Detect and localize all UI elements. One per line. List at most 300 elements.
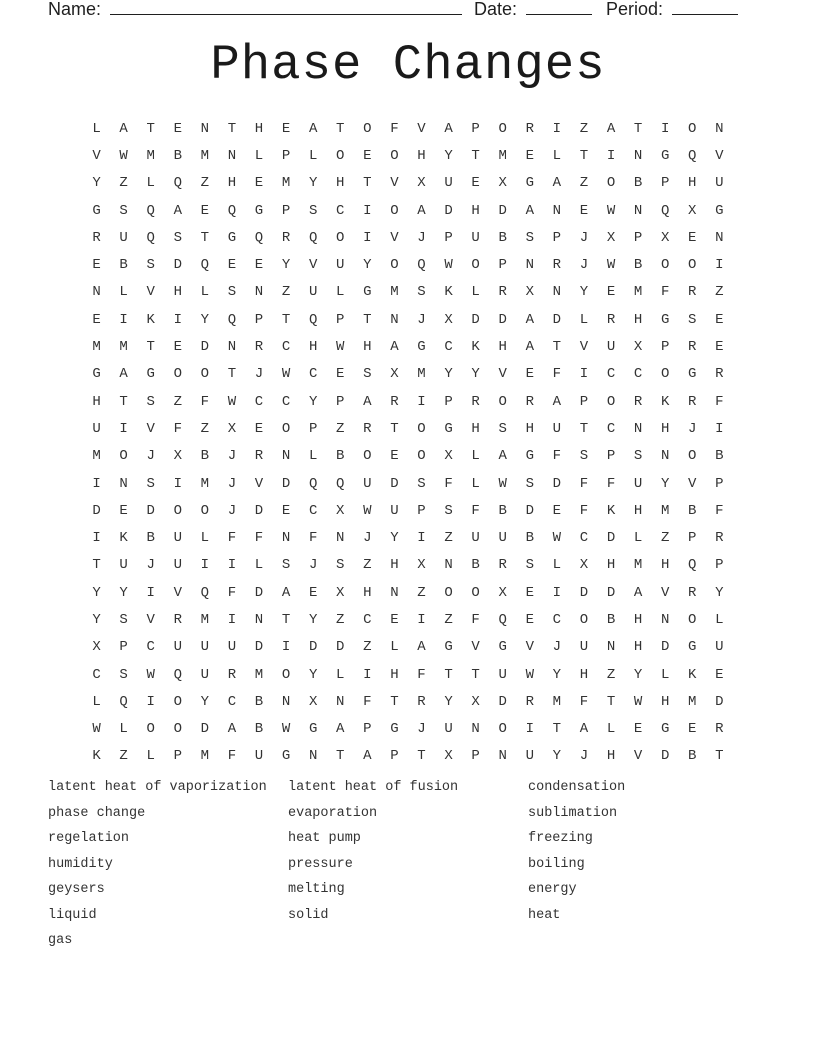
grid-letter[interactable]: H xyxy=(173,284,182,301)
grid-letter[interactable]: I xyxy=(281,639,291,656)
grid-letter[interactable]: S xyxy=(525,475,534,492)
grid-letter[interactable]: E xyxy=(606,284,616,301)
grid-letter[interactable]: Y xyxy=(444,693,453,710)
grid-letter[interactable]: Z xyxy=(173,393,182,410)
grid-letter[interactable]: R xyxy=(390,393,399,410)
grid-letter[interactable]: D xyxy=(146,502,155,519)
grid-letter[interactable]: N xyxy=(390,584,399,601)
grid-letter[interactable]: S xyxy=(417,284,426,301)
grid-letter[interactable]: B xyxy=(688,748,697,765)
grid-letter[interactable]: L xyxy=(579,311,589,328)
grid-letter[interactable]: K xyxy=(92,748,101,765)
grid-letter[interactable]: R xyxy=(281,229,291,246)
grid-letter[interactable]: B xyxy=(715,448,724,465)
grid-letter[interactable]: C xyxy=(92,666,101,683)
grid-letter[interactable]: T xyxy=(119,393,128,410)
grid-letter[interactable]: I xyxy=(146,584,155,601)
grid-letter[interactable]: V xyxy=(254,475,264,492)
grid-letter[interactable]: I xyxy=(92,530,101,547)
grid-letter[interactable]: T xyxy=(633,120,643,137)
grid-letter[interactable]: P xyxy=(444,393,453,410)
grid-letter[interactable]: F xyxy=(390,120,399,137)
grid-letter[interactable]: Q xyxy=(173,175,182,192)
grid-letter[interactable]: O xyxy=(390,147,399,164)
grid-letter[interactable]: L xyxy=(715,611,724,628)
grid-letter[interactable]: E xyxy=(715,339,724,356)
grid-letter[interactable]: X xyxy=(390,366,399,383)
grid-letter[interactable]: Y xyxy=(308,666,318,683)
grid-letter[interactable]: Y xyxy=(390,530,399,547)
grid-letter[interactable]: N xyxy=(200,120,210,137)
grid-letter[interactable]: R xyxy=(688,584,697,601)
grid-letter[interactable]: I xyxy=(715,257,724,274)
grid-letter[interactable]: E xyxy=(200,202,210,219)
grid-letter[interactable]: P xyxy=(471,120,480,137)
grid-letter[interactable]: B xyxy=(498,229,507,246)
grid-letter[interactable]: H xyxy=(660,557,670,574)
grid-letter[interactable]: C xyxy=(146,639,155,656)
grid-letter[interactable]: F xyxy=(444,475,453,492)
grid-letter[interactable]: U xyxy=(471,229,480,246)
grid-letter[interactable]: I xyxy=(227,611,237,628)
grid-letter[interactable]: O xyxy=(444,584,453,601)
grid-letter[interactable]: A xyxy=(281,584,291,601)
grid-letter[interactable]: S xyxy=(417,475,426,492)
grid-letter[interactable]: C xyxy=(308,366,318,383)
grid-letter[interactable]: W xyxy=(363,502,372,519)
grid-letter[interactable]: H xyxy=(471,202,480,219)
grid-letter[interactable]: W xyxy=(146,666,155,683)
grid-letter[interactable]: U xyxy=(444,175,453,192)
grid-letter[interactable]: N xyxy=(552,202,562,219)
grid-letter[interactable]: Q xyxy=(254,229,264,246)
grid-letter[interactable]: P xyxy=(660,339,670,356)
grid-letter[interactable]: T xyxy=(552,721,562,738)
grid-letter[interactable]: O xyxy=(146,721,155,738)
grid-letter[interactable]: I xyxy=(579,366,589,383)
grid-letter[interactable]: V xyxy=(688,475,697,492)
grid-letter[interactable]: I xyxy=(552,584,562,601)
grid-letter[interactable]: G xyxy=(417,339,426,356)
grid-letter[interactable]: E xyxy=(715,311,724,328)
grid-letter[interactable]: U xyxy=(390,502,399,519)
grid-letter[interactable]: W xyxy=(281,366,291,383)
grid-letter[interactable]: Q xyxy=(200,584,210,601)
grid-letter[interactable]: G xyxy=(281,748,291,765)
grid-letter[interactable]: L xyxy=(119,721,128,738)
grid-letter[interactable]: G xyxy=(525,448,534,465)
grid-letter[interactable]: D xyxy=(552,475,562,492)
grid-letter[interactable]: T xyxy=(579,147,589,164)
grid-letter[interactable]: A xyxy=(552,393,562,410)
grid-letter[interactable]: D xyxy=(281,475,291,492)
grid-letter[interactable]: P xyxy=(471,748,480,765)
grid-letter[interactable]: F xyxy=(552,366,562,383)
grid-letter[interactable]: M xyxy=(92,448,101,465)
grid-letter[interactable]: A xyxy=(390,339,399,356)
grid-letter[interactable]: J xyxy=(308,557,318,574)
grid-letter[interactable]: W xyxy=(119,147,128,164)
grid-letter[interactable]: R xyxy=(498,284,507,301)
grid-letter[interactable]: I xyxy=(417,611,426,628)
grid-letter[interactable]: C xyxy=(281,393,291,410)
grid-letter[interactable]: B xyxy=(606,611,616,628)
grid-letter[interactable]: G xyxy=(525,175,534,192)
grid-letter[interactable]: K xyxy=(444,284,453,301)
grid-letter[interactable]: J xyxy=(417,229,426,246)
grid-letter[interactable]: V xyxy=(471,639,480,656)
grid-letter[interactable]: L xyxy=(336,284,345,301)
grid-letter[interactable]: A xyxy=(444,120,453,137)
grid-letter[interactable]: G xyxy=(444,639,453,656)
grid-letter[interactable]: U xyxy=(606,339,616,356)
grid-letter[interactable]: X xyxy=(417,557,426,574)
grid-letter[interactable]: F xyxy=(227,748,237,765)
grid-letter[interactable]: O xyxy=(336,147,345,164)
grid-letter[interactable]: Y xyxy=(308,393,318,410)
grid-letter[interactable]: K xyxy=(660,393,670,410)
grid-letter[interactable]: N xyxy=(552,284,562,301)
grid-letter[interactable]: P xyxy=(254,311,264,328)
grid-letter[interactable]: C xyxy=(336,202,345,219)
grid-letter[interactable]: G xyxy=(254,202,264,219)
grid-letter[interactable]: S xyxy=(173,229,182,246)
grid-letter[interactable]: X xyxy=(444,311,453,328)
grid-letter[interactable]: H xyxy=(227,175,237,192)
grid-letter[interactable]: U xyxy=(715,175,724,192)
grid-letter[interactable]: R xyxy=(688,339,697,356)
grid-letter[interactable]: O xyxy=(417,448,426,465)
grid-letter[interactable]: U xyxy=(498,666,507,683)
grid-letter[interactable]: E xyxy=(173,339,182,356)
grid-letter[interactable]: H xyxy=(633,639,643,656)
grid-letter[interactable]: A xyxy=(173,202,182,219)
grid-letter[interactable]: E xyxy=(308,584,318,601)
grid-letter[interactable]: P xyxy=(498,257,507,274)
grid-letter[interactable]: X xyxy=(688,202,697,219)
grid-letter[interactable]: M xyxy=(281,175,291,192)
grid-letter[interactable]: C xyxy=(254,393,264,410)
grid-letter[interactable]: G xyxy=(498,639,507,656)
grid-letter[interactable]: O xyxy=(200,366,210,383)
grid-letter[interactable]: R xyxy=(633,393,643,410)
grid-letter[interactable]: U xyxy=(173,557,182,574)
grid-letter[interactable]: R xyxy=(227,666,237,683)
grid-letter[interactable]: X xyxy=(606,229,616,246)
grid-letter[interactable]: H xyxy=(606,557,616,574)
grid-letter[interactable]: L xyxy=(200,530,210,547)
grid-letter[interactable]: Z xyxy=(606,666,616,683)
grid-letter[interactable]: P xyxy=(281,147,291,164)
grid-letter[interactable]: O xyxy=(281,420,291,437)
grid-letter[interactable]: Z xyxy=(363,639,372,656)
grid-letter[interactable]: V xyxy=(498,366,507,383)
grid-letter[interactable]: H xyxy=(688,175,697,192)
grid-letter[interactable]: N xyxy=(281,530,291,547)
grid-letter[interactable]: H xyxy=(633,611,643,628)
grid-letter[interactable]: V xyxy=(390,175,399,192)
grid-letter[interactable]: N xyxy=(254,284,264,301)
grid-letter[interactable]: E xyxy=(688,229,697,246)
grid-letter[interactable]: Y xyxy=(552,748,562,765)
grid-letter[interactable]: D xyxy=(471,311,480,328)
grid-letter[interactable]: A xyxy=(417,202,426,219)
grid-letter[interactable]: O xyxy=(417,420,426,437)
grid-letter[interactable]: J xyxy=(688,420,697,437)
grid-letter[interactable]: P xyxy=(281,202,291,219)
grid-letter[interactable]: U xyxy=(200,639,210,656)
grid-letter[interactable]: Q xyxy=(336,475,345,492)
grid-letter[interactable]: E xyxy=(525,366,534,383)
grid-letter[interactable]: S xyxy=(146,257,155,274)
grid-letter[interactable]: L xyxy=(200,284,210,301)
grid-letter[interactable]: S xyxy=(579,448,589,465)
grid-letter[interactable]: Q xyxy=(119,693,128,710)
grid-letter[interactable]: L xyxy=(119,284,128,301)
grid-letter[interactable]: M xyxy=(146,147,155,164)
grid-letter[interactable]: O xyxy=(688,611,697,628)
grid-letter[interactable]: F xyxy=(363,693,372,710)
grid-letter[interactable]: R xyxy=(688,393,697,410)
grid-letter[interactable]: N xyxy=(281,448,291,465)
grid-letter[interactable]: D xyxy=(200,721,210,738)
grid-letter[interactable]: F xyxy=(606,475,616,492)
grid-letter[interactable]: F xyxy=(579,693,589,710)
grid-letter[interactable]: E xyxy=(254,257,264,274)
grid-letter[interactable]: Y xyxy=(579,284,589,301)
grid-letter[interactable]: X xyxy=(336,584,345,601)
grid-letter[interactable]: Y xyxy=(308,611,318,628)
grid-letter[interactable]: T xyxy=(390,420,399,437)
grid-letter[interactable]: A xyxy=(579,721,589,738)
grid-letter[interactable]: P xyxy=(308,420,318,437)
grid-letter[interactable]: O xyxy=(498,393,507,410)
grid-letter[interactable]: Y xyxy=(200,693,210,710)
grid-letter[interactable]: V xyxy=(390,229,399,246)
grid-letter[interactable]: O xyxy=(688,257,697,274)
grid-letter[interactable]: Z xyxy=(579,120,589,137)
grid-letter[interactable]: I xyxy=(417,393,426,410)
grid-letter[interactable]: L xyxy=(146,748,155,765)
grid-letter[interactable]: J xyxy=(227,475,237,492)
grid-letter[interactable]: F xyxy=(660,284,670,301)
grid-letter[interactable]: X xyxy=(444,748,453,765)
grid-letter[interactable]: T xyxy=(336,748,345,765)
grid-letter[interactable]: M xyxy=(417,366,426,383)
grid-letter[interactable]: C xyxy=(281,339,291,356)
grid-letter[interactable]: M xyxy=(119,339,128,356)
grid-letter[interactable]: W xyxy=(525,666,534,683)
grid-letter[interactable]: K xyxy=(471,339,480,356)
grid-letter[interactable]: U xyxy=(227,639,237,656)
grid-letter[interactable]: I xyxy=(173,475,182,492)
grid-letter[interactable]: A xyxy=(498,448,507,465)
grid-letter[interactable]: T xyxy=(200,229,210,246)
grid-letter[interactable]: B xyxy=(633,175,643,192)
grid-letter[interactable]: Y xyxy=(281,257,291,274)
grid-letter[interactable]: O xyxy=(688,448,697,465)
grid-letter[interactable]: S xyxy=(498,420,507,437)
grid-letter[interactable]: E xyxy=(363,147,372,164)
grid-letter[interactable]: M xyxy=(200,748,210,765)
grid-letter[interactable]: H xyxy=(363,584,372,601)
grid-letter[interactable]: O xyxy=(498,120,507,137)
grid-letter[interactable]: M xyxy=(552,693,562,710)
grid-letter[interactable]: T xyxy=(390,693,399,710)
grid-letter[interactable]: T xyxy=(281,611,291,628)
grid-letter[interactable]: P xyxy=(363,721,372,738)
grid-letter[interactable]: I xyxy=(715,420,724,437)
grid-letter[interactable]: O xyxy=(606,175,616,192)
grid-letter[interactable]: G xyxy=(688,366,697,383)
grid-letter[interactable]: L xyxy=(146,175,155,192)
grid-letter[interactable]: C xyxy=(579,530,589,547)
grid-letter[interactable]: N xyxy=(471,721,480,738)
grid-letter[interactable]: L xyxy=(336,666,345,683)
grid-letter[interactable]: F xyxy=(471,502,480,519)
grid-letter[interactable]: E xyxy=(227,257,237,274)
grid-letter[interactable]: U xyxy=(92,420,101,437)
grid-letter[interactable]: D xyxy=(498,693,507,710)
grid-letter[interactable]: O xyxy=(200,502,210,519)
grid-letter[interactable]: S xyxy=(119,611,128,628)
grid-letter[interactable]: I xyxy=(417,530,426,547)
grid-letter[interactable]: S xyxy=(308,202,318,219)
grid-letter[interactable]: R xyxy=(498,557,507,574)
grid-letter[interactable]: S xyxy=(119,666,128,683)
grid-letter[interactable]: H xyxy=(336,175,345,192)
grid-letter[interactable]: N xyxy=(336,530,345,547)
grid-letter[interactable]: O xyxy=(363,448,372,465)
grid-letter[interactable]: B xyxy=(146,530,155,547)
grid-letter[interactable]: W xyxy=(552,530,562,547)
grid-letter[interactable]: T xyxy=(363,311,372,328)
grid-letter[interactable]: P xyxy=(715,557,724,574)
grid-letter[interactable]: T xyxy=(281,311,291,328)
grid-letter[interactable]: O xyxy=(498,721,507,738)
grid-letter[interactable]: V xyxy=(308,257,318,274)
grid-letter[interactable]: D xyxy=(92,502,101,519)
grid-letter[interactable]: O xyxy=(173,693,182,710)
grid-letter[interactable]: Y xyxy=(92,584,101,601)
grid-letter[interactable]: Q xyxy=(227,311,237,328)
grid-letter[interactable]: W xyxy=(92,721,101,738)
grid-letter[interactable]: Q xyxy=(200,257,210,274)
grid-letter[interactable]: B xyxy=(471,557,480,574)
grid-letter[interactable]: T xyxy=(471,666,480,683)
grid-letter[interactable]: N xyxy=(633,202,643,219)
grid-letter[interactable]: G xyxy=(363,284,372,301)
grid-letter[interactable]: M xyxy=(92,339,101,356)
grid-letter[interactable]: S xyxy=(525,229,534,246)
grid-letter[interactable]: H xyxy=(471,420,480,437)
grid-letter[interactable]: Z xyxy=(336,420,345,437)
grid-letter[interactable]: P xyxy=(552,229,562,246)
grid-letter[interactable]: Z xyxy=(119,175,128,192)
grid-letter[interactable]: L xyxy=(92,120,101,137)
grid-letter[interactable]: V xyxy=(660,584,670,601)
grid-letter[interactable]: P xyxy=(660,175,670,192)
grid-letter[interactable]: L xyxy=(308,448,318,465)
grid-letter[interactable]: D xyxy=(200,339,210,356)
grid-letter[interactable]: U xyxy=(363,475,372,492)
grid-letter[interactable]: Y xyxy=(92,175,101,192)
grid-letter[interactable]: L xyxy=(471,448,480,465)
grid-letter[interactable]: X xyxy=(227,420,237,437)
grid-letter[interactable]: I xyxy=(363,202,372,219)
grid-letter[interactable]: H xyxy=(660,420,670,437)
grid-letter[interactable]: K xyxy=(146,311,155,328)
grid-letter[interactable]: L xyxy=(660,666,670,683)
grid-letter[interactable]: O xyxy=(363,120,372,137)
grid-letter[interactable]: P xyxy=(688,530,697,547)
grid-letter[interactable]: F xyxy=(471,611,480,628)
grid-letter[interactable]: U xyxy=(119,557,128,574)
grid-letter[interactable]: N xyxy=(660,611,670,628)
grid-letter[interactable]: E xyxy=(92,257,101,274)
grid-letter[interactable]: Q xyxy=(417,257,426,274)
grid-letter[interactable]: Z xyxy=(281,284,291,301)
grid-letter[interactable]: E xyxy=(173,120,182,137)
grid-letter[interactable]: F xyxy=(552,448,562,465)
grid-letter[interactable]: B xyxy=(173,147,182,164)
grid-letter[interactable]: Z xyxy=(444,611,453,628)
grid-letter[interactable]: X xyxy=(336,502,345,519)
grid-letter[interactable]: A xyxy=(119,366,128,383)
grid-letter[interactable]: E xyxy=(281,120,291,137)
grid-letter[interactable]: T xyxy=(606,693,616,710)
grid-letter[interactable]: X xyxy=(579,557,589,574)
grid-letter[interactable]: E xyxy=(715,666,724,683)
grid-letter[interactable]: U xyxy=(308,284,318,301)
grid-letter[interactable]: D xyxy=(606,530,616,547)
grid-letter[interactable]: Q xyxy=(498,611,507,628)
grid-letter[interactable]: N xyxy=(498,748,507,765)
grid-letter[interactable]: D xyxy=(715,693,724,710)
grid-letter[interactable]: B xyxy=(498,502,507,519)
grid-letter[interactable]: E xyxy=(471,175,480,192)
grid-letter[interactable]: E xyxy=(281,502,291,519)
grid-letter[interactable]: S xyxy=(119,202,128,219)
grid-letter[interactable]: E xyxy=(92,311,101,328)
grid-letter[interactable]: B xyxy=(254,693,264,710)
grid-letter[interactable]: Y xyxy=(308,175,318,192)
grid-letter[interactable]: T xyxy=(92,557,101,574)
grid-letter[interactable]: Q xyxy=(660,202,670,219)
grid-letter[interactable]: X xyxy=(498,584,507,601)
grid-letter[interactable]: U xyxy=(254,748,264,765)
grid-letter[interactable]: W xyxy=(281,721,291,738)
grid-letter[interactable]: F xyxy=(417,666,426,683)
grid-letter[interactable]: O xyxy=(119,448,128,465)
grid-letter[interactable]: A xyxy=(552,175,562,192)
grid-letter[interactable]: W xyxy=(633,693,643,710)
grid-letter[interactable]: N xyxy=(606,639,616,656)
grid-letter[interactable]: W xyxy=(444,257,453,274)
grid-letter[interactable]: S xyxy=(444,502,453,519)
grid-letter[interactable]: R xyxy=(715,530,724,547)
grid-letter[interactable]: G xyxy=(444,420,453,437)
grid-letter[interactable]: N xyxy=(715,120,724,137)
grid-letter[interactable]: W xyxy=(606,202,616,219)
grid-letter[interactable]: L xyxy=(92,693,101,710)
grid-letter[interactable]: R xyxy=(688,284,697,301)
grid-letter[interactable]: A xyxy=(525,339,534,356)
grid-letter[interactable]: O xyxy=(173,366,182,383)
grid-letter[interactable]: Y xyxy=(363,257,372,274)
grid-letter[interactable]: C xyxy=(308,502,318,519)
grid-letter[interactable]: G xyxy=(227,229,237,246)
